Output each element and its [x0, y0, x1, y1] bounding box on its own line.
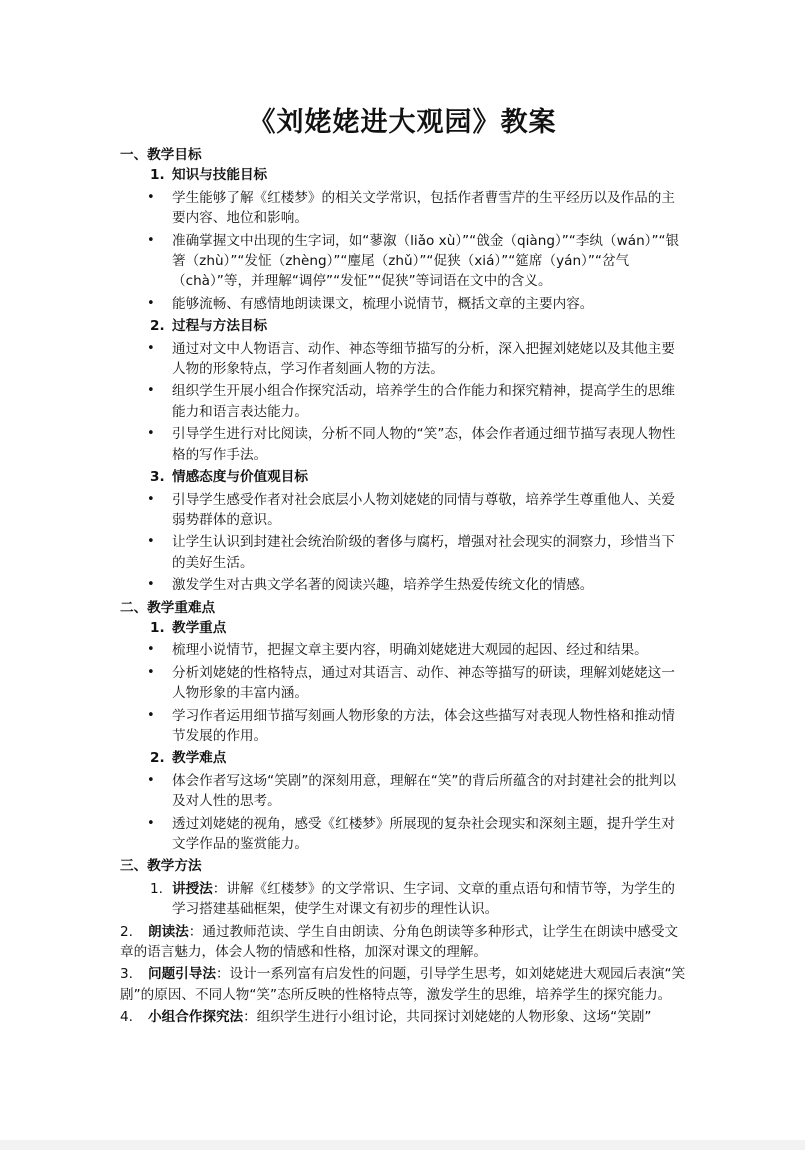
bullet-list	[120, 490, 686, 596]
subsection-title: 教学重点	[172, 619, 227, 636]
subsection-heading	[120, 316, 686, 336]
subsection-title: 过程与方法目标	[172, 318, 268, 335]
subsection-title: 情感态度与价值观目标	[172, 469, 308, 486]
method-term: 小组合作探究法	[148, 1009, 244, 1026]
method-item	[120, 1007, 686, 1027]
bullet-item: • 学习作者运用细节描写刻画人物形象的方法，体会这些描写对表现人物性格和推动情节发展的作用。	[120, 706, 686, 747]
bullet-list	[120, 640, 686, 746]
bullet-item: • 让学生认识到封建社会统治阶级的奢侈与腐朽，增强对社会现实的洞察力，珍惜当下的美好生活。	[120, 532, 686, 573]
bullet-item: • 体会作者写这场“笑剧”的深刻用意，理解在“笑”的背后所蕴含的对封建社会的批判以及对人性的思考。	[120, 771, 686, 812]
subsection-title: 知识与技能目标	[172, 167, 268, 184]
bullet-item: • 引导学生感受作者对社会底层小人物刘姥姥的同情与尊敬，培养学生尊重他人、关爱弱势群体的意识。	[120, 490, 686, 531]
subsection-heading	[120, 618, 686, 638]
subsection-number: 2.	[150, 750, 165, 767]
bullet-item: • 能够流畅、有感情地朗读课文，梳理小说情节，概括文章的主要内容。	[120, 294, 686, 314]
bullet-list	[120, 188, 686, 314]
subsection-heading	[120, 467, 686, 487]
bullet-item: • 透过刘姥姥的视角，感受《红楼梦》所展现的复杂社会现实和深刻主题，提升学生对文学作品的鉴赏能力。	[120, 814, 686, 855]
method-description: ：设计一系列富有启发性的问题，引导学生思考，如刘姥姥进大观园后表演“笑剧”的原因、不同人物“笑”态所反映的性格特点等，激发学生的思维，培养学生的探究能力。	[120, 966, 686, 1003]
method-item	[120, 964, 686, 1005]
subsection-number: 2.	[150, 318, 165, 335]
bullet-item: • 学生能够了解《红楼梦》的相关文学常识，包括作者曹雪芹的生平经历以及作品的主要内容、地位和影响。	[120, 188, 686, 229]
bullet-item: • 准确掌握文中出现的生字词，如“蓼溆（liǎo xù）”“戗金（qiàng）”“李纨（wán）”“银箸（zhù）”“发怔（zhèng）”“麈尾（zhǔ）”“促狭（xiá）”“筵席（yán）”“岔气（chà）”等，并理解“调停”“发怔”“促狭”等词语在文中的含义。	[120, 231, 686, 292]
bullet-item: • 梳理小说情节，把握文章主要内容，明确刘姥姥进大观园的起因、经过和结果。	[120, 640, 686, 660]
method-item	[120, 922, 686, 963]
method-item	[120, 879, 686, 920]
method-description: ：通过教师范读、学生自由朗读、分角色朗读等多种形式，让学生在朗读中感受文章的语言魅力，体会人物的情感和性格，加深对课文的理解。	[120, 923, 679, 961]
section-heading: 一、教学目标	[120, 147, 202, 163]
method-term: 问题引导法	[148, 966, 216, 983]
bullet-list	[120, 771, 686, 855]
method-description: ：组织学生进行小组讨论，共同探讨刘姥姥的人物形象、这场“笑剧”	[243, 1009, 652, 1026]
method-number: 1.	[150, 880, 163, 897]
bullet-item: • 通过对文中人物语言、动作、神态等细节描写的分析，深入把握刘姥姥以及其他主要人物的形象特点，学习作者刻画人物的方法。	[120, 339, 686, 380]
subsection-number: 1.	[150, 619, 165, 636]
document-title: 《刘姥姥进大观园》教案	[248, 107, 557, 138]
method-number: 2.	[120, 923, 133, 940]
subsection-heading	[120, 748, 686, 768]
document-body	[120, 145, 686, 1030]
bullet-item: • 引导学生进行对比阅读，分析不同人物的“笑”态，体会作者通过细节描写表现人物性格的写作手法。	[120, 424, 686, 465]
bullet-item: • 激发学生对古典文学名著的阅读兴趣，培养学生热爱传统文化的情感。	[120, 575, 686, 595]
subsection-number: 3.	[150, 469, 165, 486]
method-number: 3.	[120, 966, 133, 983]
section-heading: 二、教学重难点	[120, 599, 216, 616]
subsection-number: 1.	[150, 167, 165, 184]
bullet-list	[120, 339, 686, 465]
method-term: 讲授法	[172, 880, 213, 897]
bullet-item: • 组织学生开展小组合作探究活动，培养学生的合作能力和探究精神，提高学生的思维能力和语言表达能力。	[120, 381, 686, 422]
method-number: 4.	[120, 1009, 133, 1026]
section-heading: 三、教学方法	[120, 858, 202, 875]
subsection-title: 教学难点	[172, 750, 227, 767]
method-term: 朗读法	[148, 923, 189, 940]
bullet-item: • 分析刘姥姥的性格特点，通过对其语言、动作、神态等描写的研读，理解刘姥姥这一人物形象的丰富内涵。	[120, 663, 686, 704]
method-description: ：讲解《红楼梦》的文学常识、生字词、文章的重点语句和情节等，为学生的学习搭建基础框架，使学生对课文有初步的理性认识。	[172, 880, 675, 918]
subsection-heading	[120, 165, 686, 185]
